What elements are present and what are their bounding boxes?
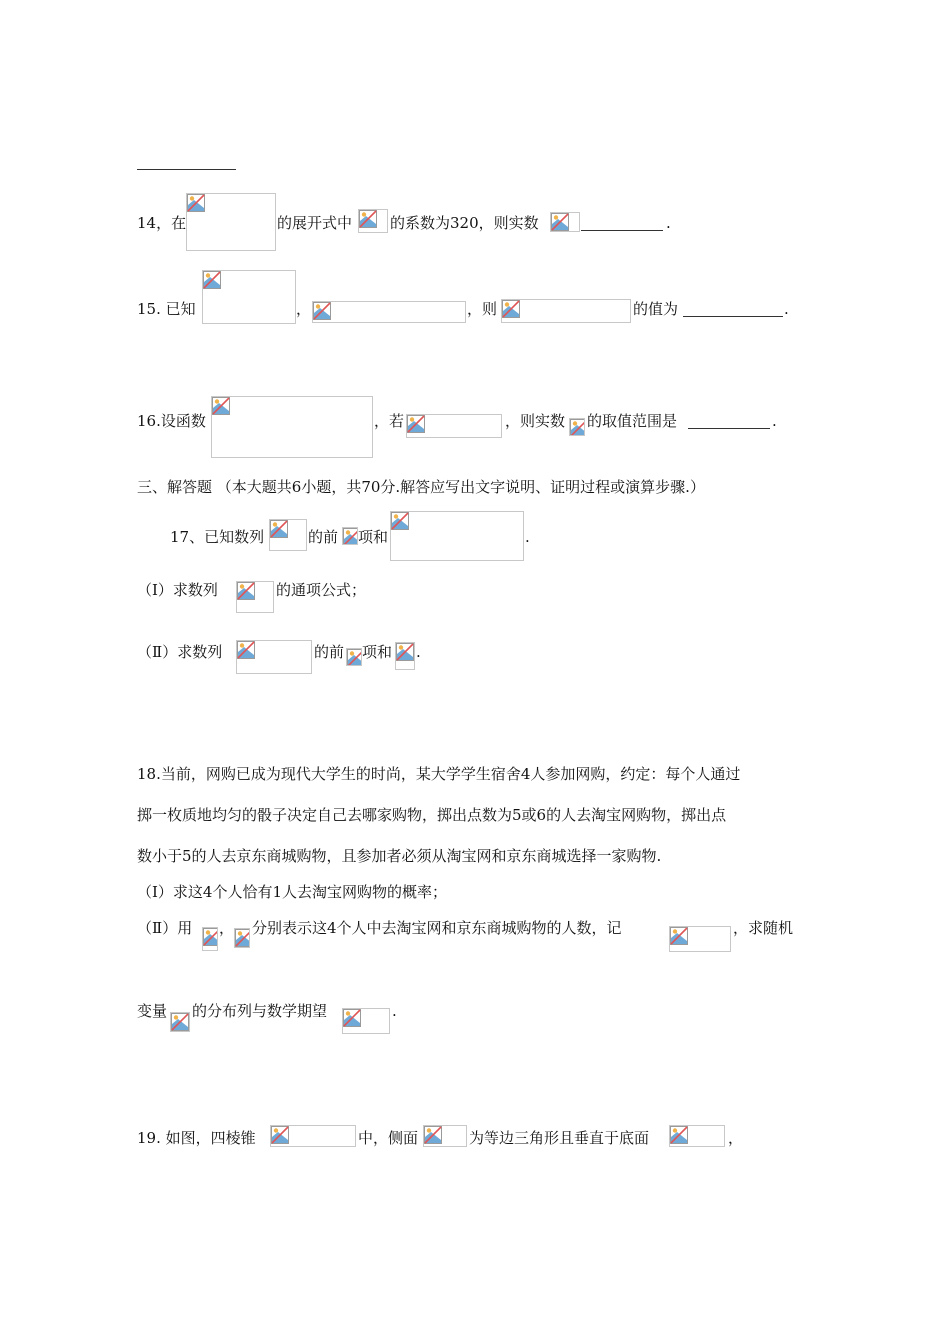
q17-part1-prefix: （Ⅰ）求数列 bbox=[137, 581, 218, 599]
q17-part2-mid2: 项和 bbox=[362, 643, 393, 661]
q14-end: . bbox=[666, 214, 671, 232]
q18-part1: （Ⅰ）求这4个人恰有1人去淘宝网购物的概率； bbox=[137, 883, 448, 901]
q17-prefix: 17、已知数列 bbox=[170, 528, 265, 546]
q14-prefix: 14，在 bbox=[137, 214, 187, 232]
broken-image-icon bbox=[390, 511, 524, 561]
q18-line2-end: . bbox=[392, 1002, 397, 1020]
q17-part2-mid1: 的前 bbox=[314, 643, 345, 661]
q15-end: . bbox=[784, 300, 789, 318]
broken-image-icon bbox=[669, 926, 731, 952]
q18-line2-mid: 的分布列与数学期望 bbox=[192, 1002, 328, 1020]
broken-image-icon bbox=[236, 581, 274, 613]
broken-image-icon bbox=[234, 928, 250, 948]
broken-image-icon bbox=[312, 301, 466, 323]
q15-comma2: ，则 bbox=[467, 300, 498, 318]
q15-comma1: ， bbox=[296, 300, 312, 318]
q16-ruo: ，若 bbox=[374, 412, 405, 430]
q18-part2-comma: ， bbox=[219, 919, 235, 937]
broken-image-icon bbox=[202, 270, 296, 324]
section-heading: 三、解答题 （本大题共6小题，共70分.解答应写出文字说明、证明过程或演算步骤.） bbox=[137, 478, 705, 496]
broken-image-icon bbox=[358, 209, 388, 233]
q18-part2-mid: 分别表示这4个人中去淘宝网和京东商城购物的人数，记 bbox=[252, 919, 622, 937]
q14-mid1: 的展开式中 bbox=[277, 214, 353, 232]
q16-prefix: 16.设函数 bbox=[137, 412, 206, 430]
broken-image-icon bbox=[342, 1008, 390, 1034]
q14-answer-blank bbox=[581, 230, 663, 231]
broken-image-icon bbox=[406, 414, 502, 438]
q19-mid2: 为等边三角形且垂直于底面 bbox=[469, 1129, 650, 1147]
top-rule bbox=[137, 169, 236, 170]
broken-image-icon bbox=[211, 396, 373, 458]
broken-image-icon bbox=[501, 299, 631, 323]
q17-part1-tail: 的通项公式； bbox=[276, 581, 367, 599]
q18-part2-tail: ，求随机 bbox=[733, 919, 794, 937]
q17-end: . bbox=[525, 528, 530, 546]
broken-image-icon bbox=[569, 418, 585, 436]
broken-image-icon bbox=[423, 1125, 467, 1147]
q17-part2-prefix: （Ⅱ）求数列 bbox=[137, 643, 223, 661]
q17-mid1: 的前 bbox=[308, 528, 339, 546]
broken-image-icon bbox=[270, 1125, 356, 1147]
broken-image-icon bbox=[550, 212, 580, 232]
q17-part2-end: . bbox=[416, 643, 421, 661]
q14-mid2: 的系数为320，则实数 bbox=[390, 214, 539, 232]
q15-prefix: 15. 已知 bbox=[137, 300, 196, 318]
broken-image-icon bbox=[269, 519, 307, 551]
q19-prefix: 19. 如图，四棱锥 bbox=[137, 1129, 256, 1147]
broken-image-icon bbox=[202, 927, 218, 951]
q16-end: . bbox=[772, 412, 777, 430]
q18-line2-prefix: 变量 bbox=[137, 1002, 168, 1020]
q18-part2-prefix: （Ⅱ）用 bbox=[137, 919, 193, 937]
q18-line1: 18.当前，网购已成为现代大学生的时尚，某大学学生宿舍4人参加网购，约定：每个人通过 bbox=[137, 765, 741, 783]
q16-tail: 的取值范围是 bbox=[587, 412, 678, 430]
broken-image-icon bbox=[236, 640, 312, 674]
q19-mid1: 中，侧面 bbox=[358, 1129, 419, 1147]
broken-image-icon bbox=[186, 193, 276, 251]
q16-answer-blank bbox=[688, 428, 770, 429]
q18-line2: 掷一枚质地均匀的骰子决定自己去哪家购物，掷出点数为5或6的人去淘宝网购物，掷出点 bbox=[137, 806, 727, 824]
broken-image-icon bbox=[170, 1012, 190, 1032]
broken-image-icon bbox=[395, 642, 415, 670]
broken-image-icon bbox=[342, 527, 358, 545]
broken-image-icon bbox=[346, 648, 362, 666]
q16-mid: ，则实数 bbox=[505, 412, 566, 430]
q15-answer-blank bbox=[683, 316, 783, 317]
broken-image-icon bbox=[669, 1125, 725, 1147]
q19-end: ， bbox=[728, 1129, 744, 1147]
q18-line3: 数小于5的人去京东商城购物，且参加者必须从淘宝网和京东商城选择一家购物. bbox=[137, 847, 662, 865]
q15-mid: 的值为 bbox=[633, 300, 679, 318]
q17-mid2: 项和 bbox=[358, 528, 389, 546]
